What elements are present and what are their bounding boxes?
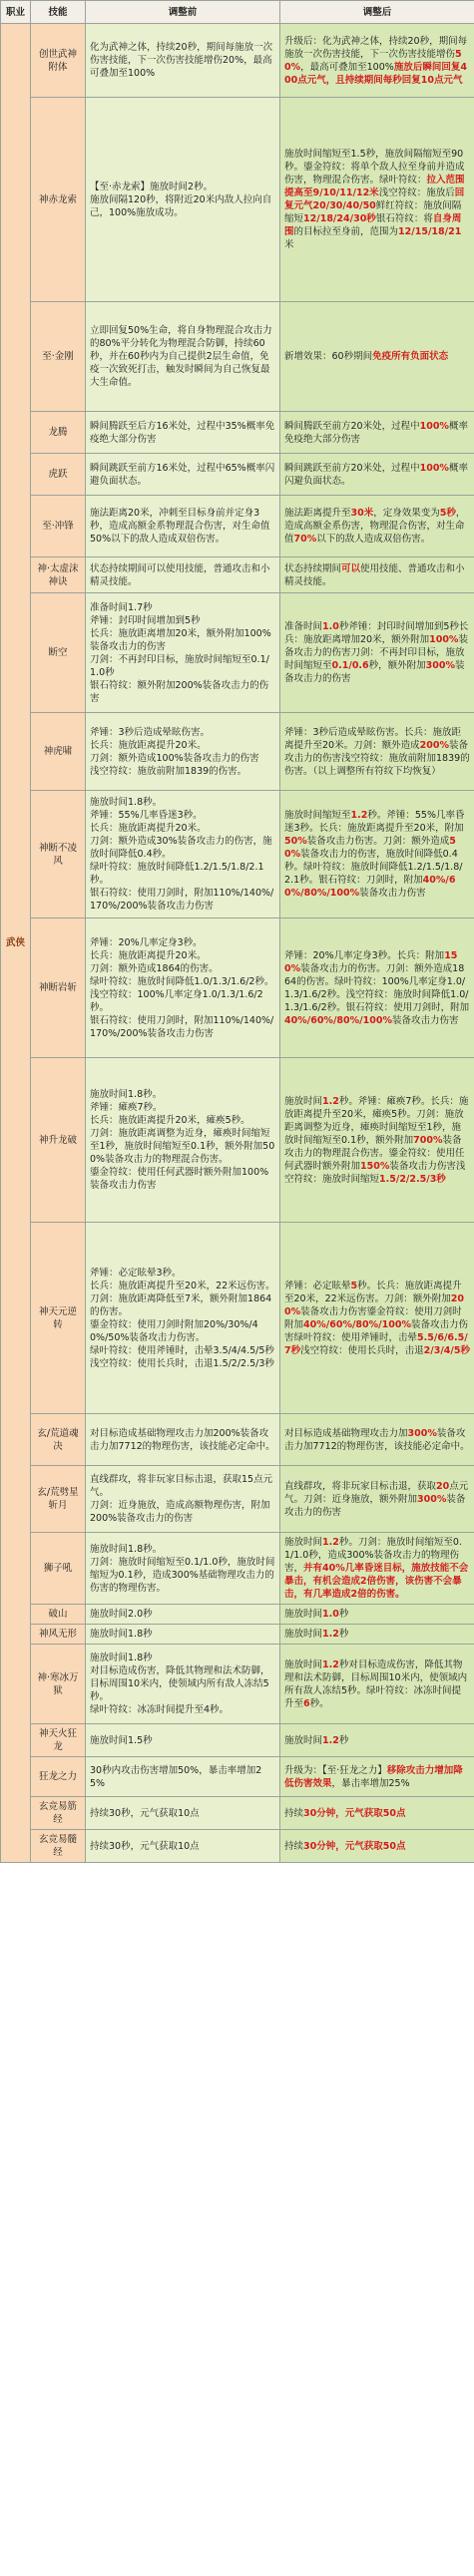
before-text: 施放时间1.8秒。	[90, 797, 163, 808]
after-text: 装备攻击力伤害	[389, 1160, 456, 1172]
after-text: 斧锤：必定眩晕	[284, 1280, 351, 1291]
after-text: 绿叶符纹：施放时间降低1.2/1.5/1.8/2.1秒。	[284, 862, 463, 886]
table-row	[1, 1605, 474, 1625]
after-text: 秒。	[338, 1537, 358, 1548]
after-text: 刀剑：额外附加	[384, 1292, 451, 1304]
after-cell	[280, 412, 474, 454]
before-text: 刀剑：额外造成30%装备攻击力的伤害，施放时间降低0.4秒。	[90, 836, 272, 860]
after-text: 浅空符纹：施放时间缩短	[284, 1160, 466, 1185]
after-text: 装备攻击力的伤害	[284, 739, 468, 764]
after-text: 秒。	[309, 1697, 329, 1709]
skill-name-cell: 虎跃	[31, 454, 86, 496]
after-text: 施放时间缩短至	[284, 810, 351, 821]
highlight-text: 1.2	[322, 1095, 339, 1107]
table-row	[1, 1414, 474, 1466]
after-cell	[280, 1533, 474, 1605]
table-row	[1, 557, 474, 593]
after-cell	[280, 1605, 474, 1625]
after-text: 秒	[338, 1629, 349, 1640]
highlight-text: 1.0	[322, 1609, 339, 1620]
before-cell	[86, 557, 280, 593]
after-text: 装备攻击力伤害	[391, 1014, 459, 1026]
before-text: 银石符纹：使用刀剑时，附加110%/140%/170%/200%装备攻击力伤害	[90, 888, 274, 912]
skill-name-cell: 龙腾	[31, 412, 86, 454]
before-cell	[86, 1757, 280, 1797]
after-cell	[280, 454, 474, 496]
skill-name-cell: 神天火狂龙	[31, 1724, 86, 1757]
after-text: 装备攻击力伤害	[300, 1305, 367, 1317]
after-text: 刀剑：施放时间缩短至0.1/1.0秒，造成300%装备攻击力的物理伤害，	[284, 1537, 462, 1574]
table-row	[1, 919, 474, 1058]
table-row	[1, 1830, 474, 1863]
after-text: 秒。	[338, 1095, 358, 1107]
highlight-text: 12/18/24/30秒	[303, 213, 376, 224]
skill-name-cell: 神赤龙索	[31, 98, 86, 302]
highlight-text: 40%/60%/80%/100%	[284, 1014, 392, 1026]
after-text: 秒	[338, 1658, 349, 1670]
highlight-text: 200%	[284, 1292, 464, 1317]
after-text: ，定身效果变为	[373, 508, 440, 519]
table-row	[1, 1466, 474, 1533]
after-text: 斧锤：55%几率昏迷3秒。	[284, 810, 465, 834]
highlight-text: 50%	[284, 48, 462, 73]
highlight-text: 12/15/18/21	[398, 226, 462, 237]
highlight-text: 1.2	[322, 1629, 339, 1640]
after-text: 秒	[338, 1609, 349, 1620]
before-cell	[86, 1223, 280, 1414]
table-row	[1, 713, 474, 791]
highlight-text: 40%/60%/80%/100%	[303, 1318, 411, 1330]
after-text: 秒。	[357, 1280, 377, 1291]
before-text: 施放时间1.8秒	[90, 1629, 153, 1640]
before-cell	[86, 919, 280, 1058]
after-cell	[280, 791, 474, 919]
after-text: 施法距离提升至	[284, 508, 351, 519]
after-text: 浅空符纹：使用长兵时，击退	[300, 1344, 424, 1356]
table-row	[1, 1533, 474, 1605]
highlight-text: 移除攻击力增加降低伤害效果	[284, 1764, 463, 1789]
after-cell	[280, 1645, 474, 1724]
before-text: 施法距离20米，冲刺至目标身前并定身3秒，造成高额金系物理混合伤害，对生命值50%以下的敌人造成双倍伤害。	[90, 508, 270, 545]
after-text: 绿叶符纹：使用斧锤时，击晕	[293, 1331, 418, 1343]
before-cell	[86, 412, 280, 454]
highlight-text: 6	[303, 1697, 310, 1709]
before-text: 绿叶符纹：施放时间降低1.2/1.5/1.8/2.1秒。	[90, 862, 264, 886]
after-text: 使用技能、普通攻击和小精灵技能。	[284, 562, 465, 587]
after-text: 装备攻击力伤害	[359, 888, 426, 899]
before-text: 施放时间1.8秒	[90, 1653, 153, 1663]
after-cell	[280, 1797, 474, 1830]
before-text: 斧锤：封印时间增加到5秒	[90, 614, 201, 626]
before-text: 长兵：施放距离提升至20米，22米远伤害。	[90, 1280, 275, 1291]
table-row	[1, 454, 474, 496]
after-text: 的目标拉至身前，范围为	[293, 226, 399, 237]
before-text: 持续30秒，元气获取10点	[90, 1807, 200, 1819]
table-row	[1, 1625, 474, 1645]
before-text: 瞬间跳跃至前方16米处，过程中65%概率闪避负面状态。	[90, 462, 275, 487]
highlight-text: 700%	[413, 1134, 443, 1146]
highlight-text: 施放后瞬间回复400点元气，且持续期间每秒回复10点元气	[284, 61, 467, 86]
after-text: 准备时间	[284, 621, 323, 632]
after-text: 浅空符纹：施放时间降低1.0/1.3/1.6/2秒。	[284, 988, 469, 1013]
highlight-text: 5.5/6/6.5/7秒	[284, 1331, 468, 1356]
before-cell	[86, 1625, 280, 1645]
header-before: 调整前	[86, 1, 280, 24]
after-cell	[280, 1223, 474, 1414]
before-cell	[86, 1605, 280, 1625]
after-cell	[280, 1724, 474, 1757]
after-text: 刀剑：额外造成	[353, 739, 420, 751]
skill-name-cell: 至·冲锋	[31, 496, 86, 557]
after-text: 新增效果：60秒期间	[284, 351, 373, 362]
before-cell	[86, 98, 280, 302]
after-text: 刀剑：近身施放，额外附加	[303, 1493, 418, 1505]
before-cell	[86, 1533, 280, 1605]
after-text: 装备攻击力的伤害	[284, 1493, 466, 1518]
table-row	[1, 24, 474, 98]
after-text: 装备攻击力的伤害，施放时间降低0.4秒。	[284, 849, 458, 873]
before-text: 长兵：施放距离提升20米。	[90, 739, 207, 751]
after-text: 鎏金符纹：使用刀剑时附加	[284, 1305, 462, 1330]
after-text: 升级为：【至·狂龙之力】	[284, 1764, 387, 1776]
before-cell	[86, 1645, 280, 1724]
table-row	[1, 1757, 474, 1797]
after-text: 装备攻击力的伤害。	[300, 962, 386, 974]
highlight-text: 免疫所有负面状态	[372, 351, 449, 362]
highlight-text: 300%	[425, 660, 456, 671]
after-text: 施放时间	[284, 1095, 323, 1107]
before-cell	[86, 1058, 280, 1223]
after-text: ，造成高额金系伤害，物理混合伤害，对生命值	[284, 508, 466, 545]
before-text: 刀剑：额外造成100%装备攻击力的伤害	[90, 752, 259, 764]
highlight-text: 100%	[419, 462, 449, 474]
highlight-text: 30米	[350, 508, 374, 519]
highlight-text: 回复元气20/30/40/50	[284, 187, 465, 211]
after-text: 对目标造成基础物理攻击力加	[284, 1427, 408, 1439]
before-text: 银石符纹：额外附加200%装备攻击力的伤害	[90, 679, 269, 704]
highlight-text: 300%	[417, 1493, 447, 1505]
after-text: 斧锤：20%几率定身3秒。	[284, 949, 397, 961]
after-text: 对目标造成伤害，降低其物理和法术防御，	[284, 1658, 463, 1683]
after-text: 刀剑：额外造成	[382, 836, 450, 847]
before-cell	[86, 1724, 280, 1757]
after-text: 施放时间	[284, 1629, 323, 1640]
after-text: 长兵：施放距离增加20米，额外附加	[284, 621, 469, 645]
before-text: 【至·赤龙索】施放时间2秒。	[90, 181, 214, 192]
after-text: 装备攻击力伤害	[284, 1318, 469, 1343]
table-header-row	[1, 1, 474, 24]
after-text: 概率免疫绝大部分伤害	[284, 420, 468, 445]
before-text: 施放时间1.5秒	[90, 1734, 153, 1746]
before-text: 对目标造成基础物理攻击力加200%装备攻击力加7712的物理伤害，该技能必定命中。	[90, 1427, 275, 1452]
after-text: 鎏金符纹：使用任何武器时额外附加	[284, 1147, 465, 1172]
before-text: 绿叶符纹：使用斧锤时，击晕3.5/4/4.5/5秒	[90, 1344, 274, 1356]
before-text: 绿叶符纹：施放时间降低1.0/1.3/1.6/2秒。	[90, 975, 274, 987]
after-text: 装备攻击力的物理混合伤害。	[284, 1134, 462, 1159]
highlight-text: 5秒	[439, 508, 456, 519]
after-text: 绿叶符纹：	[379, 175, 427, 185]
before-cell	[86, 302, 280, 412]
highlight-text: 50%	[284, 836, 456, 860]
highlight-text: 70%	[293, 534, 317, 545]
before-text: 瞬间腾跃至后方16米处，过程中35%概率免疫绝大部分伤害	[90, 420, 275, 445]
highlight-text: 200%	[419, 739, 449, 751]
after-text: 米	[284, 239, 294, 250]
highlight-text: 并有40%几率昏迷目标，施放技能不会暴击，有机会造成2倍伤害，该伤害不会暴击，有几率造成2倍的伤害。	[284, 1563, 469, 1600]
table-row	[1, 98, 474, 302]
before-text: 直线群攻，将非玩家目标击退，获取15点元气。	[90, 1474, 273, 1498]
after-text: ，暴击率增加25%	[331, 1777, 410, 1789]
after-text: 直线群攻，将非玩家目标击退，获取	[284, 1480, 437, 1492]
skill-name-cell: 神·寒冰万狱	[31, 1645, 86, 1724]
before-text: 浅空符纹：施放前附加1839的伤害。	[90, 765, 247, 777]
after-text: 施放时间	[284, 1734, 323, 1746]
after-text: 装备攻击力的伤害	[284, 634, 468, 658]
before-text: 施放时间2.0秒	[90, 1609, 153, 1620]
after-text: 斧锤：封印时间增加到5秒	[348, 621, 459, 632]
skill-name-cell: 玄/荒劈星斩月	[31, 1466, 86, 1533]
highlight-text: 5	[350, 1280, 358, 1291]
skill-name-cell: 狂龙之力	[31, 1757, 86, 1797]
table-row	[1, 1724, 474, 1757]
skill-name-cell: 断空	[31, 593, 86, 713]
before-cell	[86, 1797, 280, 1830]
skill-name-cell: 玄竞易筋经	[31, 1797, 86, 1830]
before-text: 银石符纹：使用刀剑时，附加110%/140%/170%/200%装备攻击力伤害	[90, 1014, 274, 1039]
before-text: 30秒内攻击伤害增加50%，暴击率增加25%	[90, 1764, 262, 1789]
before-cell	[86, 24, 280, 98]
before-text: 化为武神之体，持续20秒，期间每施放一次伤害技能，下一次伤害技能增伤20%，最高可叠加至100%	[90, 42, 273, 79]
skill-name-cell: 神升龙破	[31, 1058, 86, 1223]
before-text: 准备时间1.7秒	[90, 601, 153, 613]
highlight-text: 40%/60%/80%/100%	[284, 875, 456, 899]
header-role: 职业	[1, 1, 31, 24]
table-row	[1, 496, 474, 557]
after-text: （以上调整所有符纹下均恢复）	[312, 765, 441, 777]
after-cell	[280, 98, 474, 302]
header-after: 调整后	[280, 1, 474, 24]
before-text: 浅空符纹：使用长兵时，击退1.5/2/2.5/3秒	[90, 1357, 274, 1369]
highlight-text: 1.5/2/2.5/3秒	[379, 1173, 446, 1185]
after-text: 秒	[338, 621, 349, 632]
table-row	[1, 1223, 474, 1414]
after-text: 长兵：附加	[396, 949, 445, 961]
after-cell	[280, 713, 474, 791]
before-text: 立即回复50%生命，将自身物理混合攻击力的80%平分转化为物理混合防御，持续60秒，并在60秒内为自己提供2层生命值，免疫一次致死打击，触发时瞬间为自己恢复最大生命值。	[90, 325, 272, 388]
after-text: 绿叶符纹：冰冻时间提升至	[284, 1684, 462, 1709]
after-text: 持续	[284, 1807, 304, 1819]
after-text: 施放时间缩短至1.5秒，施放间隔缩短至90秒。	[284, 149, 464, 173]
after-text: 斧锤：3秒后造成晕眩伤害。	[284, 726, 405, 738]
after-text: 长兵：施放距离提升至20米。	[284, 726, 462, 751]
after-text: 秒	[338, 1734, 349, 1746]
skill-name-cell: 玄竞易髓经	[31, 1830, 86, 1863]
skill-name-cell: 神天元逆转	[31, 1223, 86, 1414]
before-text: 刀剑：施放距离降低至7米，额外附加1864的伤害。	[90, 1292, 272, 1317]
skill-name-cell: 神断岩斩	[31, 919, 86, 1058]
highlight-text: 拉入范围提高至9/10/11/12米	[284, 175, 465, 198]
before-text: 刀剑：施放距离调整为近身，瘫痪时间缩短至1秒，施放时间缩短至0.1秒，额外附加500%装备攻击力的物理混合伤害。	[90, 1128, 275, 1165]
highlight-text: 100%	[429, 634, 459, 645]
highlight-text: 1.2	[350, 810, 368, 821]
before-text: 斧锤：必定眩晕3秒。	[90, 1267, 182, 1279]
highlight-text: 0.1/0.6	[331, 660, 369, 671]
before-text: 长兵：施放距离提升20米。	[90, 949, 207, 961]
after-cell	[280, 496, 474, 557]
before-text: 斧锤：55%几率昏迷3秒。	[90, 810, 203, 821]
highlight-text: 1.2	[322, 1658, 339, 1670]
after-cell	[280, 1414, 474, 1466]
before-text: 刀剑：不再封印目标，施放时间缩短至0.1/1.0秒	[90, 653, 269, 678]
before-cell	[86, 1414, 280, 1466]
before-text: 对目标造成伤害，降低其物理和法术防御，	[90, 1665, 270, 1676]
table-body	[1, 24, 474, 1863]
skill-name-cell: 狮子吼	[31, 1533, 86, 1605]
after-text: 刀剑：施放距离调整为近身，瘫痪时间缩短至1秒，施放时间缩短至0.1秒，额外附加	[284, 1108, 464, 1146]
after-text: 目标周围10米内，使领域内所有敌人冻结5秒。	[284, 1671, 468, 1696]
after-cell	[280, 1058, 474, 1223]
after-cell	[280, 1466, 474, 1533]
after-cell	[280, 1625, 474, 1645]
before-text: 鎏金符纹：使用任何武器时额外附加100%装备攻击力伤害	[90, 1167, 269, 1191]
after-text: 施放时间	[284, 1537, 323, 1548]
after-text: 刀剑：额外造成1864的伤害。	[284, 962, 465, 987]
before-text: 斧锤：瘫痪7秒。	[90, 1102, 163, 1113]
after-text: 状态持续期间	[284, 562, 342, 574]
after-text: 银石符纹：刀剑时，附加	[318, 875, 423, 886]
after-text: 概率闪避负面状态。	[284, 462, 468, 487]
before-cell	[86, 713, 280, 791]
after-text: 鲜红符纹：施放间隔缩短	[284, 200, 462, 224]
header-skill: 技能	[31, 1, 86, 24]
after-text: 装备攻击力伤害。	[306, 836, 383, 847]
table-row	[1, 593, 474, 713]
after-text: 秒，额外附加	[368, 660, 426, 671]
after-text: 装备攻击力的伤害	[284, 660, 465, 684]
highlight-text: 30分钟，元气获取50点	[303, 1807, 406, 1819]
highlight-text: 1.0	[322, 621, 339, 632]
skill-name-cell: 神断不凌风	[31, 791, 86, 919]
highlight-text: 自身周围	[284, 213, 462, 237]
skill-name-cell: 破山	[31, 1605, 86, 1625]
skill-name-cell: 玄/荒道魂决	[31, 1414, 86, 1466]
after-text: 刀剑：不再封印目标，施放时间缩短至	[284, 647, 465, 671]
highlight-text: 1.2	[322, 1734, 339, 1746]
skill-name-cell: 神·太虚沫神诀	[31, 557, 86, 593]
before-cell	[86, 496, 280, 557]
before-text: 浅空符纹：100%几率定身1.0/1.3/1.6/2秒。	[90, 988, 263, 1013]
after-text: 瞬间跳跃至前方20米处，过程中	[284, 462, 420, 474]
before-text: 长兵：施放距离提升20米。	[90, 823, 207, 834]
after-text: 银石符纹：使用刀剑时，附加	[345, 1001, 470, 1013]
highlight-text: 20	[436, 1480, 450, 1492]
after-text: 斧锤：瘫痪7秒。	[357, 1095, 431, 1107]
after-text: 以下的敌人造成双倍伤害。	[316, 534, 431, 545]
before-text: 刀剑：额外造成1864的伤害。	[90, 962, 219, 974]
before-text: 状态持续期间可以使用技能，普通攻击和小精灵技能。	[90, 562, 270, 587]
before-cell	[86, 1830, 280, 1863]
before-text: 鎏金符纹：使用刀剑时附加20%/30%/40%/50%装备攻击力伤害。	[90, 1318, 258, 1343]
highlight-text: 100%	[419, 420, 449, 432]
table-row	[1, 791, 474, 919]
skill-name-cell: 神风无形	[31, 1625, 86, 1645]
table-row	[1, 1058, 474, 1223]
after-cell	[280, 919, 474, 1058]
after-text: 点元气。	[284, 1480, 469, 1505]
after-text: 长兵：施放距离提升至20米，附加	[318, 823, 464, 834]
before-text: 斧锤：3秒后造成晕眩伤害。	[90, 726, 211, 738]
highlight-text: 1.2	[322, 1537, 339, 1548]
after-text: 绿叶符纹：100%几率定身1.0/1.3/1.6/2秒。	[284, 975, 466, 1000]
after-cell	[280, 557, 474, 593]
before-text: 施放时间1.8秒。	[90, 1543, 163, 1555]
before-text: 施放间隔120秒，将附近20米内敌人拉向自己，100%施放成功。	[90, 193, 272, 218]
before-cell	[86, 1466, 280, 1533]
before-text: 目标周围10米内，使领域内所有敌人冻结5秒。	[90, 1678, 269, 1702]
skill-name-cell: 神虎啸	[31, 713, 86, 791]
after-text: ，最高可叠加至100%	[300, 61, 394, 73]
before-text: 刀剑：近身施放，造成高额物理伤害，附加200%装备攻击力的伤害	[90, 1500, 270, 1524]
after-cell	[280, 1830, 474, 1863]
table-row	[1, 412, 474, 454]
after-text: 鎏金符纹：将单个敌人拉至身前并造成伤害，物理混合伤害。	[284, 162, 465, 185]
before-text: 持续30秒，元气获取10点	[90, 1840, 200, 1852]
skill-name-cell: 至·金刚	[31, 302, 86, 412]
before-cell	[86, 791, 280, 919]
after-text: 升级后：化为武神之体，持续20秒，期间每施放一次伤害技能，下一次伤害技能增伤	[284, 35, 468, 60]
highlight-text: 150%	[360, 1160, 390, 1172]
before-cell	[86, 454, 280, 496]
after-text: 持续	[284, 1840, 304, 1852]
after-text: 瞬间腾跃至前方20米处，过程中	[284, 420, 420, 432]
highlight-text: 50%	[284, 836, 307, 847]
highlight-text: 30分钟，元气获取50点	[303, 1840, 406, 1852]
role-cell: 武侠	[1, 24, 31, 1863]
before-text: 长兵：施放距离提升20米，瘫痪5秒。	[90, 1115, 250, 1126]
after-text: 浅空符纹：施放前附加1839的伤害。	[284, 752, 470, 777]
skill-name-cell: 创世武神附体	[31, 24, 86, 98]
highlight-text: 2/3/4/5秒	[423, 1344, 470, 1356]
highlight-text: 300%	[407, 1427, 437, 1439]
highlight-text: 可以	[341, 562, 361, 574]
highlight-text: 150%	[284, 949, 458, 974]
before-text: 长兵：施放距离增加20米，额外附加100%装备攻击力的伤害	[90, 627, 271, 652]
after-text: 长兵：施放距离提升至20米，瘫痪5秒。	[284, 1095, 469, 1120]
after-cell	[280, 1757, 474, 1797]
after-cell	[280, 302, 474, 412]
table-row	[1, 302, 474, 412]
after-text: 银石符纹：将	[375, 213, 433, 224]
before-text: 绿叶符纹：冰冻时间提升至4秒。	[90, 1704, 230, 1715]
after-cell	[280, 593, 474, 713]
after-cell	[280, 24, 474, 98]
before-text: 刀剑：施放时间缩短至0.1/1.0秒，施放时间缩短为0.1秒，造成300%基础物理攻击力的伤害的物理伤害。	[90, 1556, 275, 1594]
after-text: 秒。	[367, 810, 387, 821]
after-text: 长兵：施放距离提升至20米，22米远伤害。	[284, 1280, 462, 1304]
table-row	[1, 1645, 474, 1724]
after-text: 施放时间	[284, 1658, 323, 1670]
after-text: 装备攻击力加7712的物理伤害，该技能必定命中。	[284, 1427, 470, 1452]
after-text: 施放时间	[284, 1609, 323, 1620]
after-text: 浅空符纹：施放后	[378, 187, 455, 198]
before-text: 斧锤：20%几率定身3秒。	[90, 936, 203, 948]
before-cell	[86, 593, 280, 713]
before-text: 施放时间1.8秒。	[90, 1089, 163, 1100]
table-row	[1, 1797, 474, 1830]
